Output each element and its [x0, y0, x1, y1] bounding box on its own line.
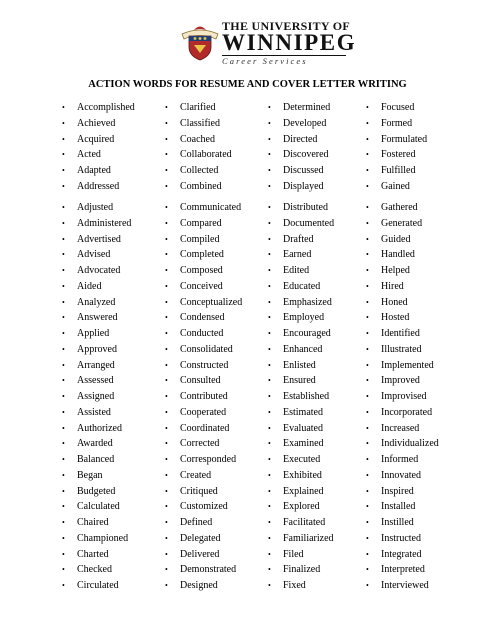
bullet-icon: • [165, 518, 168, 527]
bullet-icon: • [165, 181, 168, 191]
bullet-icon: • [165, 502, 168, 512]
action-word: Interviewed [381, 580, 429, 591]
action-word: Edited [283, 265, 310, 276]
action-word: Advocated [77, 265, 121, 276]
bullet-icon: • [268, 250, 271, 260]
action-word: Completed [180, 249, 224, 261]
action-word: Budgeted [77, 485, 116, 497]
action-word: Hired [381, 280, 404, 292]
action-word: Created [180, 469, 212, 481]
action-word: Fulfilled [381, 165, 416, 176]
university-logo-text [222, 20, 422, 66]
action-word: Cooperated [180, 406, 227, 418]
action-word: Defined [180, 517, 213, 528]
bullet-icon: • [366, 134, 369, 144]
action-word: Familiarized [283, 532, 334, 544]
action-word: Checked [77, 564, 112, 576]
action-word: Determined [283, 102, 331, 113]
bullet-icon: • [165, 455, 168, 464]
header [0, 0, 495, 72]
action-word: Consolidated [180, 343, 233, 355]
action-word: Customized [180, 501, 228, 513]
action-word: Combined [180, 180, 222, 192]
bullet-icon: • [165, 581, 168, 590]
bullet-icon: • [62, 581, 65, 590]
bullet-icon: • [165, 439, 168, 449]
action-word: Advised [77, 249, 111, 261]
bullet-icon: • [366, 266, 369, 275]
bullet-icon: • [165, 549, 168, 559]
bullet-icon: • [366, 250, 369, 260]
action-word: Gained [381, 180, 410, 192]
action-word: Integrated [381, 548, 422, 560]
action-word: Interpreted [381, 564, 425, 576]
bullet-icon: • [62, 266, 65, 275]
bullet-icon: • [62, 118, 65, 128]
action-word: Focused [381, 102, 415, 113]
bullet-icon: • [62, 103, 65, 112]
bullet-icon: • [366, 281, 369, 291]
bullet-icon: • [268, 297, 271, 307]
bullet-icon: • [366, 150, 369, 160]
bullet-icon: • [165, 218, 168, 228]
action-word: Directed [283, 133, 318, 145]
action-word: Innovated [381, 469, 421, 481]
action-word: Handled [381, 249, 415, 261]
action-word: Awarded [77, 438, 113, 450]
action-word: Finalized [283, 564, 321, 576]
bullet-icon: • [366, 344, 369, 354]
bullet-icon: • [165, 313, 168, 323]
bullet-icon: • [366, 486, 369, 496]
action-word: Encouraged [283, 328, 331, 339]
bullet-icon: • [366, 565, 369, 575]
action-word: Classified [180, 117, 220, 129]
action-word: Coached [180, 133, 215, 145]
action-word: Delegated [180, 532, 221, 544]
action-word: Drafted [283, 233, 314, 245]
bullet-icon: • [62, 407, 65, 417]
bullet-icon: • [62, 549, 65, 559]
action-word: Achieved [77, 117, 116, 129]
university-crest-icon [180, 22, 220, 62]
action-word: Constructed [180, 359, 229, 371]
action-word: Critiqued [180, 485, 218, 497]
bullet-icon: • [366, 166, 369, 175]
action-word: Installed [381, 501, 416, 513]
action-word: Conceptualized [180, 296, 243, 308]
action-word: Assigned [77, 391, 115, 402]
bullet-icon: • [366, 549, 369, 559]
action-word: Enlisted [283, 359, 316, 371]
action-word: Assessed [77, 375, 114, 387]
action-word: Improved [381, 375, 420, 387]
bullet-icon: • [268, 181, 271, 191]
action-word: Improvised [381, 391, 427, 402]
bullet-icon: • [366, 360, 369, 370]
logo-line-1: THE UNIVERSITY OF [222, 19, 351, 33]
bullet-icon: • [165, 118, 168, 128]
bullet-icon: • [165, 134, 168, 144]
bullet-icon: • [268, 329, 271, 338]
action-word: Formulated [381, 133, 428, 145]
bullet-icon: • [165, 470, 168, 480]
bullet-icon: • [165, 166, 168, 175]
bullet-icon: • [366, 297, 369, 307]
bullet-icon: • [62, 344, 65, 354]
action-word: Corresponded [180, 454, 237, 465]
action-word: Employed [283, 312, 325, 324]
bullet-icon: • [62, 134, 65, 144]
action-word: Assisted [77, 406, 111, 418]
bullet-icon: • [268, 533, 271, 543]
action-word: Distributed [283, 202, 328, 213]
bullet-icon: • [366, 455, 369, 464]
action-word: Balanced [77, 454, 115, 465]
bullet-icon: • [165, 565, 168, 575]
action-word: Developed [283, 117, 327, 129]
action-word: Circulated [77, 580, 119, 591]
bullet-icon: • [62, 423, 65, 433]
bullet-icon: • [165, 297, 168, 307]
bullet-icon: • [62, 502, 65, 512]
bullet-icon: • [62, 470, 65, 480]
bullet-icon: • [165, 533, 168, 543]
action-word: Analyzed [77, 296, 116, 308]
action-word: Collected [180, 165, 219, 176]
bullet-icon: • [165, 407, 168, 417]
action-word: Adjusted [77, 202, 114, 213]
bullet-icon: • [165, 360, 168, 370]
action-word: Inspired [381, 485, 414, 497]
action-word: Addressed [77, 180, 120, 192]
action-word: Emphasized [283, 296, 332, 308]
action-word: Compared [180, 217, 222, 229]
bullet-icon: • [268, 392, 271, 401]
action-word: Honed [381, 296, 408, 308]
action-word: Filed [283, 548, 304, 560]
bullet-icon: • [366, 313, 369, 323]
action-word: Educated [283, 280, 321, 292]
bullet-icon: • [268, 581, 271, 590]
action-word: Began [77, 469, 103, 481]
action-word: Collaborated [180, 149, 232, 161]
bullet-icon: • [165, 329, 168, 338]
action-word: Instilled [381, 517, 414, 528]
action-word: Examined [283, 438, 324, 450]
action-word: Informed [381, 454, 419, 465]
action-word: Generated [381, 217, 423, 229]
bullet-icon: • [62, 166, 65, 175]
action-word: Advertised [77, 233, 121, 245]
action-word: Ensured [283, 375, 316, 387]
bullet-icon: • [268, 502, 271, 512]
action-word: Facilitated [283, 517, 326, 528]
action-word: Compiled [180, 233, 220, 245]
bullet-icon: • [268, 234, 271, 244]
bullet-icon: • [165, 150, 168, 160]
action-word: Designed [180, 580, 218, 591]
action-word: Chaired [77, 517, 109, 528]
action-word: Helped [381, 265, 410, 276]
action-word: Applied [77, 328, 110, 339]
bullet-icon: • [366, 218, 369, 228]
action-word: Demonstrated [180, 564, 237, 576]
bullet-icon: • [366, 423, 369, 433]
bullet-icon: • [62, 150, 65, 160]
action-word: Approved [77, 343, 117, 355]
bullet-icon: • [366, 518, 369, 527]
bullet-icon: • [366, 203, 369, 212]
bullet-icon: • [62, 455, 65, 464]
action-word: Explained [283, 485, 324, 497]
bullet-icon: • [366, 118, 369, 128]
action-word: Established [283, 391, 330, 402]
bullet-icon: • [366, 502, 369, 512]
bullet-icon: • [268, 518, 271, 527]
bullet-icon: • [268, 549, 271, 559]
bullet-icon: • [268, 118, 271, 128]
action-word: Clarified [180, 102, 216, 113]
bullet-icon: • [62, 486, 65, 496]
action-word: Discussed [283, 165, 324, 176]
bullet-icon: • [62, 533, 65, 543]
action-word: Hosted [381, 312, 410, 324]
action-word: Individualized [381, 438, 439, 450]
bullet-icon: • [62, 329, 65, 338]
bullet-icon: • [366, 439, 369, 449]
bullet-icon: • [268, 150, 271, 160]
bullet-icon: • [366, 392, 369, 401]
bullet-icon: • [62, 360, 65, 370]
bullet-icon: • [268, 344, 271, 354]
bullet-icon: • [268, 407, 271, 417]
bullet-icon: • [62, 181, 65, 191]
page-title: ACTION WORDS FOR RESUME AND COVER LETTER WRITING [88, 79, 407, 90]
bullet-icon: • [366, 329, 369, 338]
action-word: Calculated [77, 501, 120, 513]
bullet-icon: • [268, 313, 271, 323]
action-word: Composed [180, 265, 223, 276]
action-word: Coordinated [180, 422, 230, 434]
bullet-icon: • [268, 218, 271, 228]
action-word: Incorporated [381, 406, 433, 418]
bullet-icon: • [165, 266, 168, 275]
bullet-icon: • [165, 486, 168, 496]
bullet-icon: • [165, 423, 168, 433]
action-word: Communicated [180, 202, 242, 213]
logo-line-2: WINNIPEG [222, 30, 357, 55]
bullet-icon: • [165, 234, 168, 244]
action-word: Formed [381, 117, 413, 129]
bullet-icon: • [62, 376, 65, 386]
bullet-icon: • [62, 203, 65, 212]
action-word: Administered [77, 217, 132, 229]
bullet-icon: • [62, 250, 65, 260]
bullet-icon: • [268, 565, 271, 575]
bullet-icon: • [366, 234, 369, 244]
bullet-icon: • [268, 134, 271, 144]
action-word: Condensed [180, 312, 225, 324]
action-word: Identified [381, 328, 420, 339]
action-word: Contributed [180, 391, 228, 402]
bullet-icon: • [366, 407, 369, 417]
bullet-icon: • [62, 392, 65, 401]
action-word: Enhanced [283, 343, 323, 355]
action-word: Gathered [381, 202, 418, 213]
action-word: Earned [283, 249, 312, 261]
bullet-icon: • [268, 423, 271, 433]
bullet-icon: • [268, 439, 271, 449]
bullet-icon: • [62, 518, 65, 527]
action-word: Instructed [381, 532, 421, 544]
bullet-icon: • [62, 565, 65, 575]
action-word: Explored [283, 501, 320, 513]
action-word: Implemented [381, 359, 434, 371]
bullet-icon: • [62, 234, 65, 244]
action-word: Acted [77, 149, 101, 161]
action-word: Fostered [381, 149, 416, 161]
bullet-icon: • [268, 281, 271, 291]
bullet-icon: • [62, 281, 65, 291]
bullet-icon: • [268, 376, 271, 386]
action-word: Fixed [283, 580, 306, 591]
bullet-icon: • [165, 281, 168, 291]
action-word: Illustrated [381, 343, 422, 355]
bullet-icon: • [165, 392, 168, 401]
action-word: Displayed [283, 180, 324, 192]
action-word: Documented [283, 217, 335, 229]
bullet-icon: • [366, 103, 369, 112]
bullet-icon: • [62, 313, 65, 323]
bullet-icon: • [268, 166, 271, 175]
action-word: Discovered [283, 149, 329, 161]
bullet-icon: • [62, 439, 65, 449]
bullet-icon: • [165, 344, 168, 354]
bullet-icon: • [268, 266, 271, 275]
bullet-icon: • [268, 486, 271, 496]
bullet-icon: • [165, 376, 168, 386]
action-word: Acquired [77, 133, 115, 145]
bullet-icon: • [268, 470, 271, 480]
action-word: Conducted [180, 328, 224, 339]
action-word: Evaluated [283, 422, 323, 434]
logo-line-3: Career Services [222, 56, 308, 66]
action-word: Estimated [283, 406, 323, 418]
action-word: Adapted [77, 165, 111, 176]
action-word: Exhibited [283, 469, 322, 481]
bullet-icon: • [165, 103, 168, 112]
action-word: Corrected [180, 438, 220, 450]
action-word: Conceived [180, 280, 223, 292]
action-word: Consulted [180, 375, 221, 387]
bullet-icon: • [366, 181, 369, 191]
bullet-icon: • [165, 250, 168, 260]
action-word: Charted [77, 548, 109, 560]
action-word: Authorized [77, 422, 122, 434]
action-word: Arranged [77, 359, 115, 371]
bullet-icon: • [366, 533, 369, 543]
action-word: Answered [77, 312, 118, 324]
bullet-icon: • [366, 376, 369, 386]
bullet-icon: • [268, 103, 271, 112]
action-word: Delivered [180, 548, 220, 560]
action-word: Championed [77, 532, 129, 544]
action-word: Accomplished [77, 102, 135, 113]
action-word: Aided [77, 280, 102, 292]
bullet-icon: • [268, 455, 271, 464]
bullet-icon: • [62, 218, 65, 228]
bullet-icon: • [62, 297, 65, 307]
bullet-icon: • [268, 360, 271, 370]
bullet-icon: • [268, 203, 271, 212]
bullet-icon: • [366, 581, 369, 590]
action-word: Increased [381, 422, 420, 434]
bullet-icon: • [366, 470, 369, 480]
action-word: Executed [283, 454, 321, 465]
action-word: Guided [381, 233, 411, 245]
bullet-icon: • [165, 203, 168, 212]
